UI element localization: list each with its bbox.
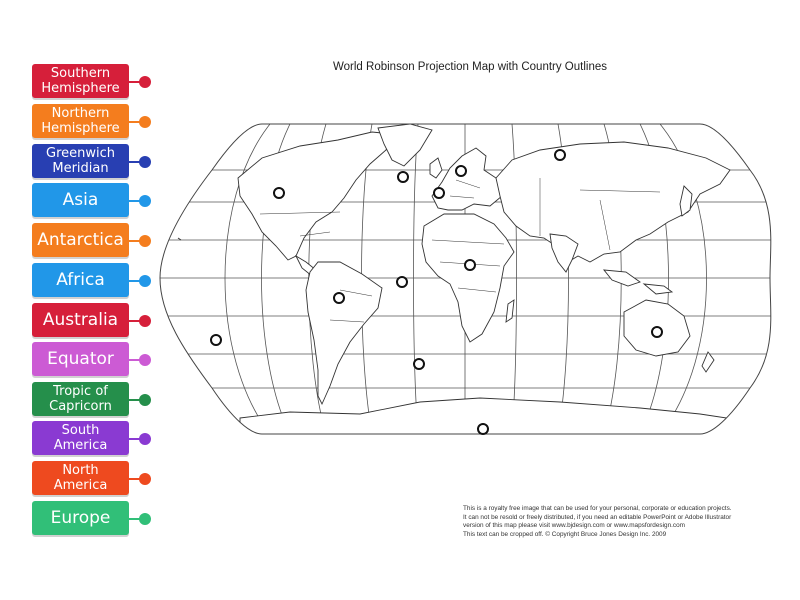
copyright-line: It can not be resold or freely distributed, if you need an editable PowerPoint or Adobe Illustrator xyxy=(463,513,732,521)
drag-handle-dot[interactable] xyxy=(139,116,151,128)
label-text: Australia xyxy=(42,310,119,330)
world-map xyxy=(155,115,775,445)
copyright-note xyxy=(463,505,768,539)
drag-handle-dot[interactable] xyxy=(139,275,151,287)
copyright-line: This is a royalty free image that can be used for your personal, corporate or education projects. xyxy=(463,505,732,512)
label-text: Asia xyxy=(62,190,99,210)
label-tile-tropic-of-capricorn[interactable] xyxy=(32,382,129,416)
label-text: Greenwich Meridian xyxy=(46,146,115,176)
copyright-line: This text can be cropped off. © Copyright Bruce Jones Design Inc. 2009 xyxy=(463,530,667,538)
drag-handle-dot[interactable] xyxy=(139,433,151,445)
drop-target-greenwich-meridian[interactable] xyxy=(433,187,445,199)
drop-target-south-america[interactable] xyxy=(333,292,345,304)
drag-handle-dot[interactable] xyxy=(139,315,151,327)
drag-handle-dot[interactable] xyxy=(139,76,151,88)
drag-handle-dot[interactable] xyxy=(139,195,151,207)
label-tile-greenwich-meridian[interactable] xyxy=(32,144,129,178)
label-tile-australia[interactable] xyxy=(32,303,129,337)
label-text: Tropic of Capricorn xyxy=(49,384,112,414)
label-text: Northern Hemisphere xyxy=(41,106,120,136)
label-tile-europe[interactable] xyxy=(32,501,129,535)
label-text: South America xyxy=(53,423,108,453)
drag-handle-dot[interactable] xyxy=(139,235,151,247)
drop-target-europe[interactable] xyxy=(455,165,467,177)
label-text: Equator xyxy=(47,349,114,369)
label-tile-northern-hemisphere[interactable] xyxy=(32,104,129,138)
label-tile-antarctica[interactable] xyxy=(32,223,129,257)
drag-handle-dot[interactable] xyxy=(139,513,151,525)
label-text: Southern Hemisphere xyxy=(41,66,120,96)
drop-target-southern-hemisphere[interactable] xyxy=(413,358,425,370)
map-title: World Robinson Projection Map with Country Outlines xyxy=(333,61,607,73)
drop-target-australia[interactable] xyxy=(651,326,663,338)
drop-target-tropic-of-capricorn[interactable] xyxy=(210,334,222,346)
label-tile-asia[interactable] xyxy=(32,183,129,217)
drop-target-asia[interactable] xyxy=(554,149,566,161)
drag-handle-dot[interactable] xyxy=(139,473,151,485)
drop-target-north-america[interactable] xyxy=(273,187,285,199)
label-text: North America xyxy=(53,463,108,493)
drop-target-antarctica[interactable] xyxy=(477,423,489,435)
drag-handle-dot[interactable] xyxy=(139,394,151,406)
drag-handle-dot[interactable] xyxy=(139,354,151,366)
copyright-line: version of this map please visit www.bjdesign.com or www.mapsfordesign.com xyxy=(463,522,685,530)
label-tile-north-america[interactable] xyxy=(32,461,129,495)
drag-handle-dot[interactable] xyxy=(139,156,151,168)
drop-target-africa[interactable] xyxy=(464,259,476,271)
label-text: Europe xyxy=(50,508,111,528)
label-tile-south-america[interactable] xyxy=(32,421,129,455)
drop-target-equator[interactable] xyxy=(396,276,408,288)
label-tile-africa[interactable] xyxy=(32,263,129,297)
label-tile-equator[interactable] xyxy=(32,342,129,376)
label-text: Africa xyxy=(56,270,105,290)
continents xyxy=(238,124,740,440)
label-tile-southern-hemisphere[interactable] xyxy=(32,64,129,98)
label-text: Antarctica xyxy=(37,230,124,250)
drop-target-northern-hemisphere[interactable] xyxy=(397,171,409,183)
